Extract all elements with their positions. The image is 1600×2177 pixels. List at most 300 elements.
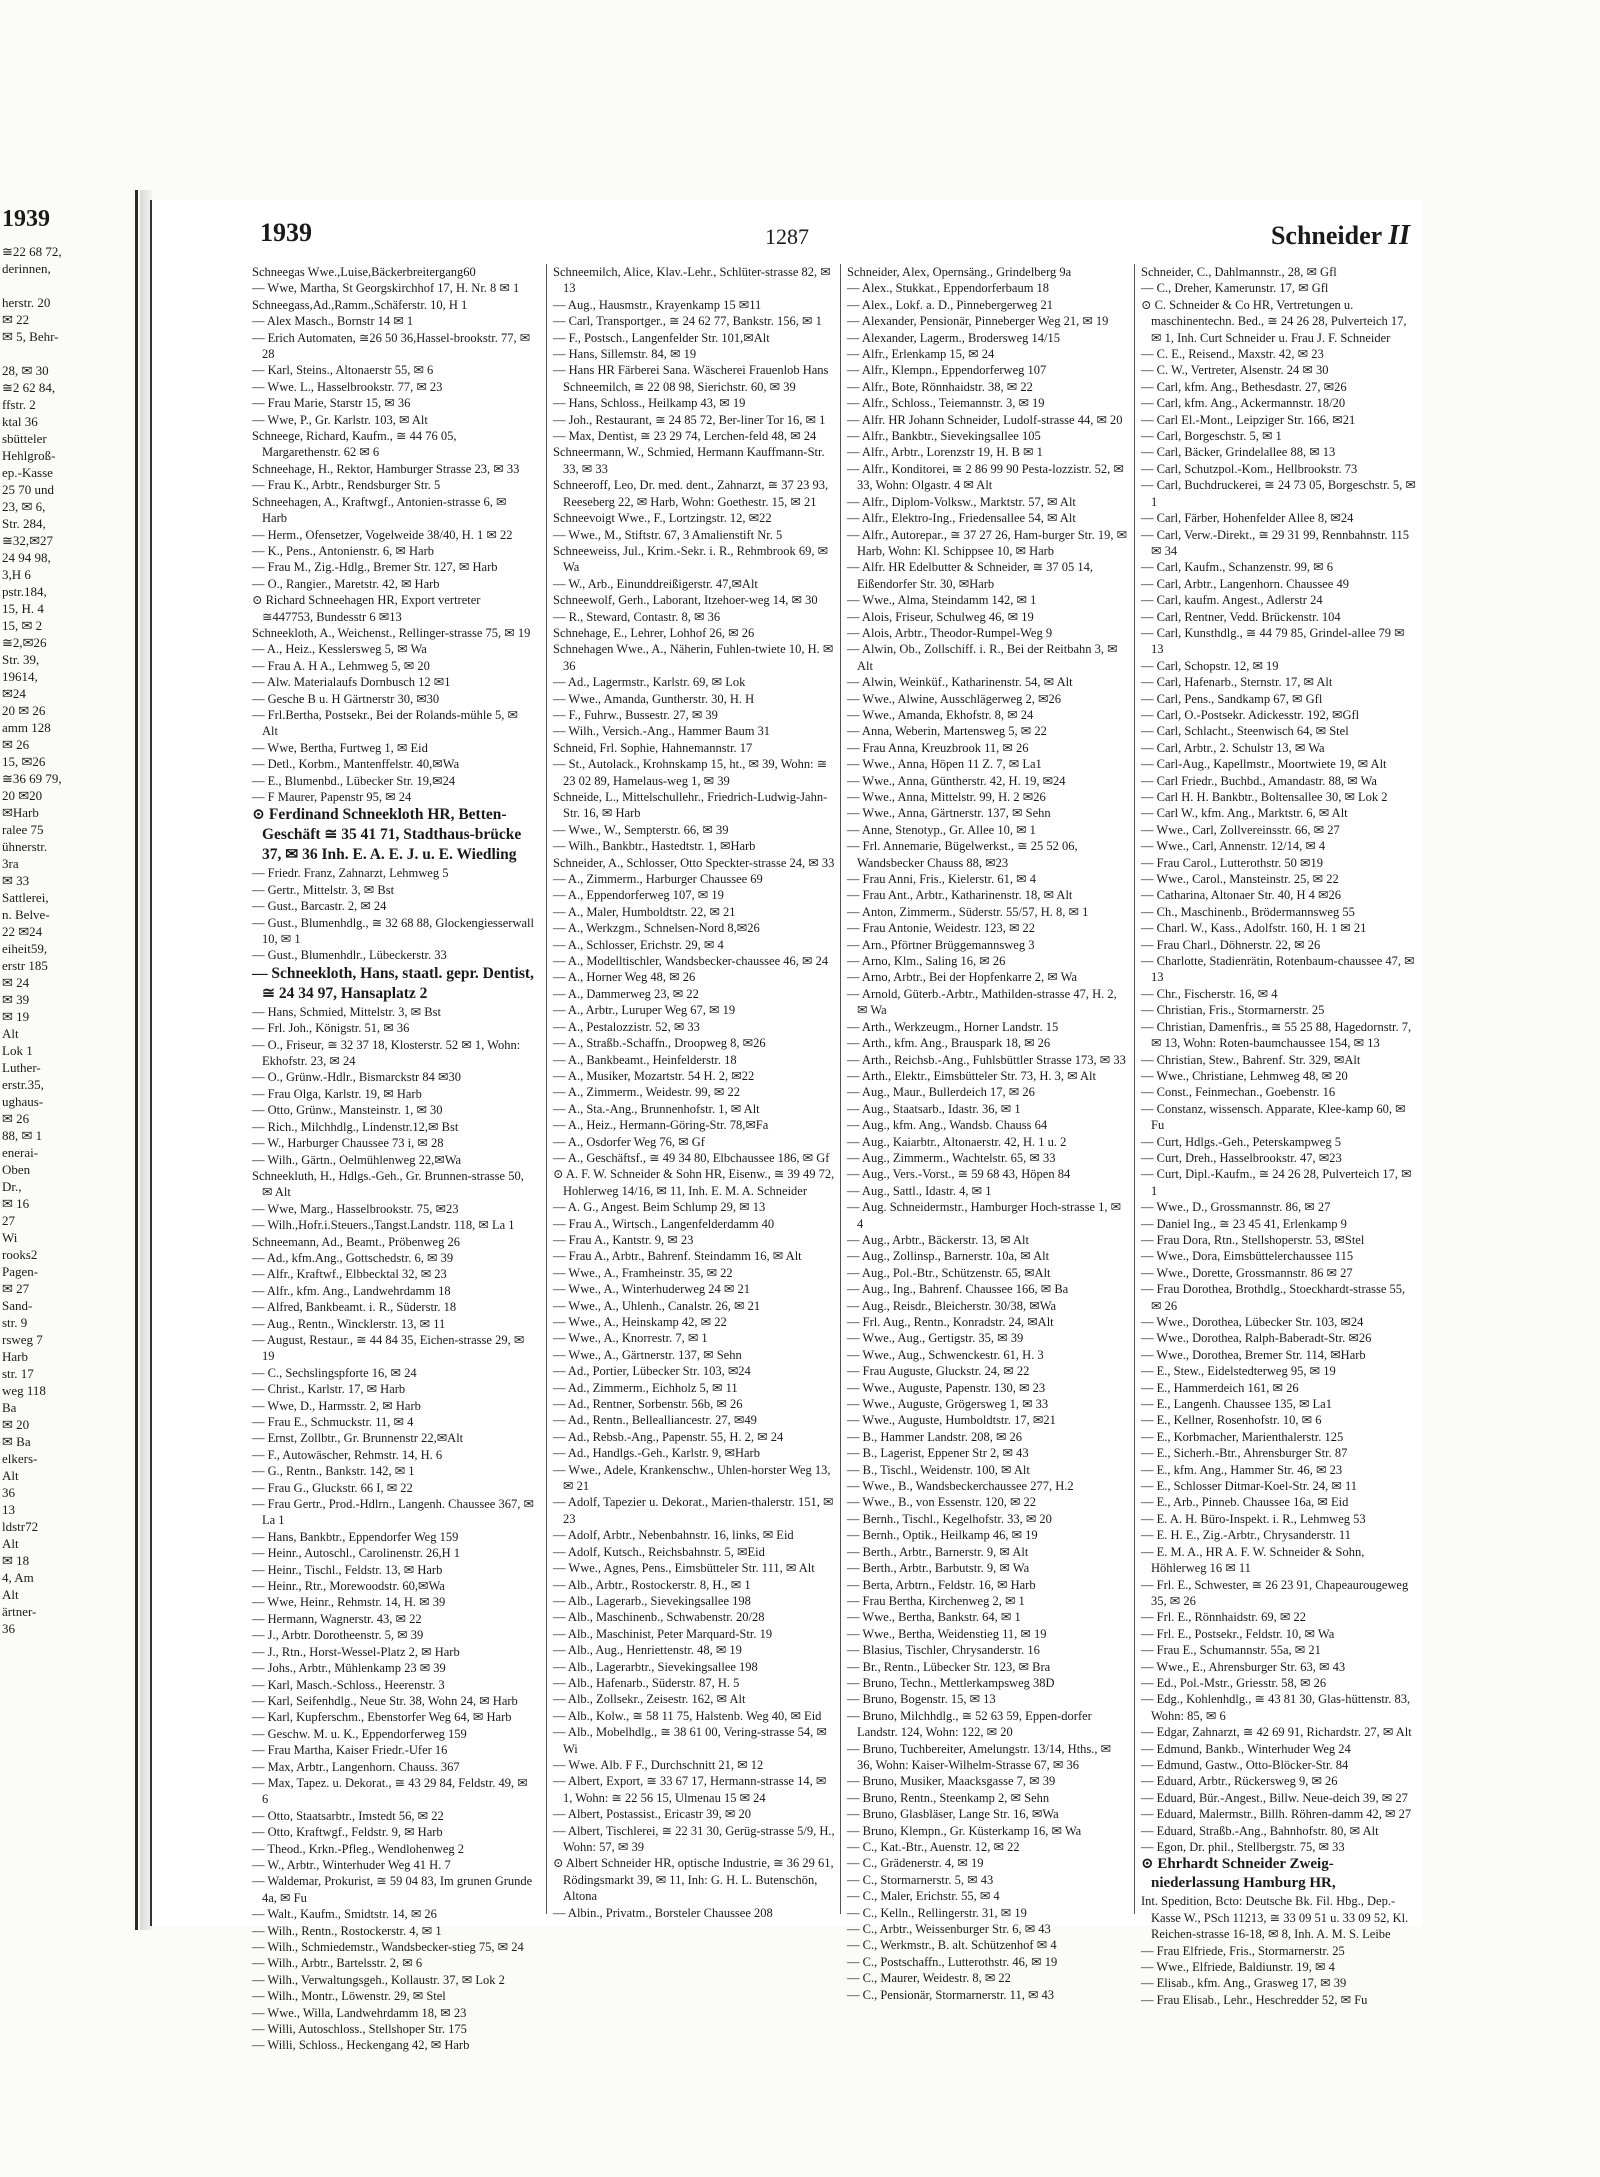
directory-entry: — G., Rentn., Bankstr. 142, ✉ 1 — [252, 1464, 415, 1479]
directory-entry: — Wwe., Elfriede, Baldiunstr. 19, ✉ 4 — [1141, 1960, 1335, 1975]
directory-entry: — Wwe., Alwine, Ausschlägerweg 2, ✉26 — [847, 691, 1062, 706]
directory-entry: — Bernh., Optik., Heilkamp 46, ✉ 19 — [847, 1528, 1038, 1543]
directory-entry: — Alexander, Pensionär, Pinneberger Weg 21, ✉ 19 — [847, 314, 1109, 329]
directory-entry: — Wwe., Dora, Eimsbüttelerchaussee 115 — [1141, 1249, 1354, 1264]
directory-entry: — A., Heiz., Hermann-Göring-Str. 78,✉Fa — [553, 1118, 769, 1133]
directory-entry: — Frau Olga, Karlstr. 19, ✉ Harb — [252, 1086, 422, 1101]
left-page-line: Harb — [2, 1349, 28, 1364]
directory-entry: — Adolf, Arbtr., Nebenbahnstr. 16, links, ✉ Eid — [553, 1528, 794, 1543]
directory-entry: — Wwe, D., Harmsstr. 2, ✉ Harb — [252, 1398, 421, 1413]
directory-entry: — C. W., Vertreter, Alsenstr. 24 ✉ 30 — [1141, 363, 1329, 378]
left-page-line: ktal 36 — [2, 414, 38, 429]
directory-entry: — Wilh.,Hofr.i.Steuers.,Tangst.Landstr. 118, ✉ La 1 — [252, 1218, 515, 1233]
directory-entry: — C., Stormarnerstr. 5, ✉ 43 — [847, 1872, 994, 1887]
directory-entry: — Max, Dentist, ≅ 23 29 74, Lerchen-feld 48, ✉ 24 — [553, 429, 817, 444]
directory-entry: — Alex., Lokf. a. D., Pinnebergerweg 21 — [847, 297, 1053, 312]
directory-entry: — Frau Elfriede, Fris., Stormarnerstr. 25 — [1141, 1943, 1345, 1958]
directory-entry: Schneevoigt Wwe., F., Lortzingstr. 12, ✉22 — [553, 511, 772, 526]
directory-entry: Schneekluth, H., Hdlgs.-Geh., Gr. Brunnen-strasse 50, ✉ Alt — [252, 1168, 524, 1200]
left-page-line: ffstr. 2 — [2, 397, 36, 412]
left-page-line: 20 ✉20 — [2, 788, 43, 803]
directory-entry: — Ad., Lagermstr., Karlstr. 69, ✉ Lok — [553, 675, 746, 690]
directory-entry: — Walt., Kaufm., Smidtstr. 14, ✉ 26 — [252, 1907, 437, 1922]
directory-entry: — C., Arbtr., Weissenburger Str. 6, ✉ 43 — [847, 1922, 1051, 1937]
directory-entry: — C., Werkmstr., B. alt. Schützenhof ✉ 4 — [847, 1938, 1057, 1953]
directory-entry: ⊙ Ehrhardt Schneider Zweig-niederlassung Hamburg HR, — [1141, 1856, 1336, 1892]
directory-entry: — Albert, Tischlerei, ≅ 22 31 30, Gerüg-strasse 5/9, H., Wohn: 57, ✉ 39 — [553, 1823, 835, 1854]
directory-entry: — Alw. Materialaufs Dornbusch 12 ✉1 — [252, 675, 451, 690]
directory-entry: — Frau A., Arbtr., Bahrenf. Steindamm 16, ✉ Alt — [553, 1249, 802, 1264]
left-page-line: 15, ✉ 2 — [2, 618, 43, 633]
directory-entry: — Otto, Kraftwgf., Feldstr. 9, ✉ Harb — [252, 1825, 443, 1840]
directory-entry: — Arno, Klm., Saling 16, ✉ 26 — [847, 954, 1006, 969]
directory-entry: — E., Kellner, Rosenhofstr. 10, ✉ 6 — [1141, 1413, 1322, 1428]
directory-entry: — Frl. E., Schwester, ≅ 26 23 91, Chapeaurougeweg 35, ✉ 26 — [1141, 1577, 1409, 1608]
left-page-line: Sattlerei, — [2, 890, 49, 905]
directory-entry: — Carl, Verw.-Direkt., ≅ 29 31 99, Rennbahnstr. 115 ✉ 34 — [1141, 527, 1409, 558]
directory-entry: — Frau A., Wirtsch., Langenfelderdamm 40 — [553, 1216, 775, 1231]
directory-entry: ⊙ Albert Schneider HR, optische Industrie, ≅ 36 29 61, Rödingsmarkt 39, ✉ 11, Inh: G. H. L. Butenschön, Altona — [553, 1856, 834, 1904]
directory-entry: — E., Blumenbd., Lübecker Str. 19,✉24 — [252, 773, 456, 788]
left-page-line: Str. 284, — [2, 516, 46, 531]
directory-entry: — Curt, Dipl.-Kaufm., ≅ 24 26 28, Pulverteich 17, ✉ 1 — [1141, 1167, 1412, 1198]
directory-entry: — Gesche B u. H Gärtnerstr 30, ✉30 — [252, 691, 440, 706]
directory-entry: — Alb., Lagerarb., Sievekingsallee 198 — [553, 1593, 751, 1608]
directory-entry: — Herm., Ofensetzer, Vogelweide 38/40, H. 1 ✉ 22 — [252, 527, 513, 542]
left-page-line: 28, ✉ 30 — [2, 363, 49, 378]
directory-entry: — Frau Anni, Fris., Kielerstr. 61, ✉ 4 — [847, 872, 1036, 887]
directory-entry: — Wwe., A., Winterhuderweg 24 ✉ 21 — [553, 1282, 750, 1297]
directory-entry: — Edgar, Zahnarzt, ≅ 42 69 91, Richardstr. 27, ✉ Alt — [1141, 1725, 1412, 1740]
directory-entry: — Hans, Schmied, Mittelstr. 3, ✉ Bst — [252, 1004, 441, 1019]
directory-entry: — Const., Feinmechan., Goebenstr. 16 — [1141, 1085, 1336, 1100]
directory-entry: — A., Musiker, Mozartstr. 54 H. 2, ✉22 — [553, 1068, 755, 1083]
left-page-line: Alt — [2, 1468, 19, 1483]
directory-entry: — Carl, kfm. Ang., Bethesdastr. 27, ✉26 — [1141, 379, 1347, 394]
directory-entry: — Wwe., Amanda, Guntherstr. 30, H. H — [553, 691, 755, 706]
directory-entry: — Frl. E., Postsekr., Feldstr. 10, ✉ Wa — [1141, 1626, 1335, 1641]
left-page-line: 4, Am — [2, 1570, 34, 1585]
left-page-line: ≅32,✉27 — [2, 533, 54, 548]
directory-entry: — Carl, Arbtr., Langenhorn. Chaussee 49 — [1141, 576, 1349, 591]
directory-entry: — E., kfm. Ang., Hammer Str. 46, ✉ 23 — [1141, 1462, 1343, 1477]
directory-entry: — Frau Bertha, Kirchenweg 2, ✉ 1 — [847, 1593, 1025, 1608]
directory-entry: — Charlotte, Stadienrätin, Rotenbaum-chaussee 47, ✉ 13 — [1141, 954, 1415, 985]
directory-entry: — Curt, Hdlgs.-Geh., Peterskampweg 5 — [1141, 1134, 1341, 1149]
directory-entry: — Blasius, Tischler, Chrysanderstr. 16 — [847, 1643, 1040, 1658]
page-header — [152, 218, 1422, 262]
left-page-line: 36 — [2, 1485, 15, 1500]
directory-entry: — Wwe., E., Ahrensburger Str. 63, ✉ 43 — [1141, 1659, 1346, 1674]
directory-entry: — Adolf, Kutsch., Reichsbahnstr. 5, ✉Eid — [553, 1544, 765, 1559]
directory-entry: — Max, Arbtr., Langenhorn. Chauss. 367 — [252, 1759, 460, 1774]
left-page-line: ✉ Ba — [2, 1434, 31, 1449]
left-page-line: ldstr72 — [2, 1519, 39, 1534]
directory-entry: — Frau A., Kantstr. 9, ✉ 23 — [553, 1232, 694, 1247]
directory-entry: — Carl W., kfm. Ang., Marktstr. 6, ✉ Alt — [1141, 806, 1348, 821]
directory-entry: — Wwe., Dorothea, Bremer Str. 114, ✉Harb — [1141, 1347, 1366, 1362]
directory-entry: — Arno, Arbtr., Bei der Hopfenkarre 2, ✉ Wa — [847, 970, 1078, 985]
directory-entry: Schneehagen, A., Kraftwgf., Antonien-strasse 6, ✉ Harb — [252, 494, 507, 526]
directory-entry: — Br., Rentn., Lübecker Str. 123, ✉ Bra — [847, 1659, 1051, 1674]
left-page-line: eiheit59, — [2, 941, 48, 956]
directory-entry: — Karl, Steins., Altonaerstr 55, ✉ 6 — [252, 363, 434, 378]
directory-entry: — Wwe, Martha, St Georgskirchhof 17, H. Nr. 8 ✉ 1 — [252, 281, 520, 296]
directory-entry: — Wwe., A., Gärtnerstr. 137, ✉ Sehn — [553, 1347, 742, 1362]
directory-entry: — Arnold, Güterb.-Arbtr., Mathilden-strasse 47, H. 2, ✉ Wa — [847, 986, 1117, 1018]
directory-entry: — Bruno, Tuchbereiter, Amelungstr. 13/14, Hths., ✉ 36, Wohn: Kaiser-Wilhelm-Strasse 67, ✉ 36 — [847, 1741, 1112, 1772]
directory-entry: — Carl, Färber, Hohenfelder Allee 8, ✉24 — [1141, 511, 1354, 526]
left-page-line: amm 128 — [2, 720, 51, 735]
directory-entry: — Wilh., Verwaltungsgeh., Kollaustr. 37, ✉ Lok 2 — [252, 1972, 505, 1987]
directory-entry: — W., Arb., Einunddreißigerstr. 47,✉Alt — [553, 576, 758, 591]
directory-entry: — Chr., Fischerstr. 16, ✉ 4 — [1141, 986, 1278, 1001]
directory-entry: — Bruno, Bogenstr. 15, ✉ 13 — [847, 1692, 996, 1707]
directory-entry: — Aug., Sattl., Idastr. 4, ✉ 1 — [847, 1183, 992, 1198]
directory-entry: — Alfr., Arbtr., Lorenzstr 19, H. B ✉ 1 — [847, 445, 1043, 460]
left-page-line: erstr 185 — [2, 958, 48, 973]
directory-entry: — Theod., Krkn.-Pfleg., Wendlohenweg 2 — [252, 1841, 465, 1856]
left-page-line: 23, ✉ 6, — [2, 499, 46, 514]
directory-entry: — Berth., Arbtr., Barnerstr. 9, ✉ Alt — [847, 1544, 1029, 1559]
directory-entry: — Carl H. H. Bankbtr., Boltensallee 30, ✉ Lok 2 — [1141, 790, 1388, 804]
directory-entry: — Wwe., M., Stiftstr. 67, 3 Amalienstift Nr. 5 — [553, 527, 783, 542]
directory-entry: — Alfr., Bote, Rönnhaidstr. 38, ✉ 22 — [847, 379, 1033, 394]
directory-entry: — Wwe., Dorette, Grossmannstr. 86 ✉ 27 — [1141, 1265, 1353, 1280]
directory-entry: — Carl, Borgeschstr. 5, ✉ 1 — [1141, 429, 1282, 444]
directory-entry: — Carl, Schlacht., Steenwisch 64, ✉ Stel — [1141, 724, 1349, 739]
directory-entry: — Wwe., Anna, Güntherstr. 42, H. 19, ✉24 — [847, 773, 1066, 788]
directory-entry: — Ad., Handlgs.-Geh., Karlstr. 9, ✉Harb — [553, 1446, 760, 1461]
left-page-line: 25 70 und — [2, 482, 54, 497]
left-page-line: 20 ✉ 26 — [2, 703, 46, 718]
directory-entry: — Otto, Staatsarbtr., Imstedt 56, ✉ 22 — [252, 1808, 444, 1823]
directory-entry: ⊙ C. Schneider & Co HR, Vertretungen u. maschinentechn. Bed., ≅ 24 26 28, Pulverteich 17, ✉ 1, Inh. Curt Schneider u. Frau J. F. Schneider — [1141, 297, 1407, 345]
left-page-line: ✉Harb — [2, 805, 39, 820]
directory-entry: — C., Dreher, Kamerunstr. 17, ✉ Gfl — [1141, 281, 1329, 296]
left-page-fragment — [0, 190, 138, 1930]
left-page-line: Dr., — [2, 1179, 22, 1194]
left-page-line: ralee 75 — [2, 822, 44, 837]
left-page-line: ärtner- — [2, 1604, 37, 1619]
left-page-line: ✉ 27 — [2, 1281, 30, 1296]
directory-entry: — A., Eppendorferweg 107, ✉ 19 — [553, 888, 724, 903]
directory-entry: — Alfr., Klempn., Eppendorferweg 107 — [847, 363, 1047, 378]
directory-entry: Int. Spedition, Bcto: Deutsche Bk. Fil. Hbg., Dep.-Kasse W., PSch 11213, ≅ 33 09 51 u. 33 09 52, Kl. Reichen-strasse 16-18, ✉ 8, Inh. A. M. S. Leibe — [1141, 1894, 1409, 1942]
directory-entry: — E., Schlosser Ditmar-Koel-Str. 24, ✉ 11 — [1141, 1479, 1357, 1494]
directory-entry: Schneider, C., Dahlmannstr., 28, ✉ Gfl — [1141, 265, 1337, 279]
directory-entry: — Wwe., Auguste, Papenstr. 130, ✉ 23 — [847, 1380, 1046, 1395]
directory-entry: — Aug., Zollinsp., Barnerstr. 10a, ✉ Alt — [847, 1249, 1050, 1264]
directory-entry: — W., Harburger Chaussee 73 i, ✉ 28 — [252, 1136, 444, 1151]
directory-entry: — Geschw. M. u. K., Eppendorferweg 159 — [252, 1726, 467, 1741]
directory-entry: — F., Postsch., Langenfelder Str. 101,✉Alt — [553, 330, 770, 345]
directory-entry: — Christ., Karlstr. 17, ✉ Harb — [252, 1382, 406, 1397]
column-4 — [1134, 264, 1417, 2007]
directory-entry: — A., Werkzgm., Schnelsen-Nord 8,✉26 — [553, 921, 760, 936]
directory-entry: — Carl, Buchdruckerei, ≅ 24 73 05, Borgeschstr. 5, ✉ 1 — [1141, 478, 1416, 509]
directory-entry: — Alfr. HR Edelbutter & Schneider, ≅ 37 05 14, Eißendorfer Str. 30, ✉Harb — [847, 560, 1094, 591]
left-page-line: ✉ 16 — [2, 1196, 30, 1211]
directory-entry: — C., Maurer, Weidestr. 8, ✉ 22 — [847, 1971, 1011, 1986]
directory-entry: — F., Autowäscher, Rehmstr. 14, H. 6 — [252, 1447, 443, 1462]
directory-entry: — Aug., Maur., Bullerdeich 17, ✉ 26 — [847, 1085, 1035, 1100]
directory-entry: — Wwe., A., Framheinstr. 35, ✉ 22 — [553, 1265, 733, 1280]
directory-entry: — Aug., Hausmstr., Krayenkamp 15 ✉11 — [553, 297, 762, 312]
directory-entry: — Frau Dora, Rtn., Stellshoperstr. 53, ✉Stel — [1141, 1232, 1365, 1247]
directory-entry: — A., Geschäftsf., ≅ 49 34 80, Elbchaussee 186, ✉ Gf — [553, 1150, 830, 1165]
directory-entry: — Carl, O.-Postsekr. Adickesstr. 192, ✉Gfl — [1141, 707, 1360, 722]
left-page-line: 3ra — [2, 856, 19, 871]
directory-entry: — C., Postschaffn., Lutterothstr. 46, ✉ 19 — [847, 1954, 1058, 1969]
directory-entry: — Friedr. Franz, Zahnarzt, Lehmweg 5 — [252, 866, 449, 881]
left-page-line: 15, H. 4 — [2, 601, 44, 616]
directory-entry: — Alb., Maschinist, Peter Marquard-Str. 19 — [553, 1626, 773, 1641]
left-page-line: ✉ 26 — [2, 1111, 30, 1126]
left-page-line: 15, ✉26 — [2, 754, 46, 769]
left-page-line: Pagen- — [2, 1264, 39, 1279]
left-page-line: 3,H 6 — [2, 567, 31, 582]
directory-entry: — Wwe, Bertha, Furtweg 1, ✉ Eid — [252, 740, 428, 755]
left-page-line: str. 17 — [2, 1366, 34, 1381]
directory-entry: — W., Arbtr., Winterhuder Weg 41 H. 7 — [252, 1857, 451, 1872]
directory-entry: Schneeroff, Leo, Dr. med. dent., Zahnarzt, ≅ 37 23 93, Reeseberg 22, ✉ Harb, Wohn: Goethestr. 15, ✉ 21 — [553, 478, 829, 509]
left-page-line: Alt — [2, 1026, 19, 1041]
directory-entry: — Frau Auguste, Gluckstr. 24, ✉ 22 — [847, 1364, 1030, 1379]
directory-entry: — Carl, Kunsthdlg., ≅ 44 79 85, Grindel-allee 79 ✉ 13 — [1141, 625, 1405, 657]
directory-entry: — Alwin, Ob., Zollschiff. i. R., Bei der Reitbahn 3, ✉ Alt — [847, 642, 1118, 673]
directory-page — [150, 200, 1422, 2053]
directory-entry: — Bruno, Klempn., Gr. Küsterkamp 16, ✉ Wa — [847, 1823, 1082, 1838]
column-1 — [252, 264, 534, 2053]
directory-entry: — Wwe., D., Grossmannstr. 86, ✉ 27 — [1141, 1200, 1331, 1215]
directory-entry: — Karl, Seifenhdlg., Neue Str. 38, Wohn 24, ✉ Harb — [252, 1693, 518, 1708]
directory-entry: — Wwe., Auguste, Humboldtstr. 17, ✉21 — [847, 1413, 1056, 1428]
directory-entry: — Gust., Blumenhdlg., ≅ 32 68 88, Glockengiesserwall 10, ✉ 1 — [252, 915, 534, 947]
directory-entry: — E. H. E., Zig.-Arbtr., Chrysanderstr. 11 — [1141, 1528, 1351, 1543]
directory-entry: — Wwe., Aug., Schwenckestr. 61, H. 3 — [847, 1347, 1044, 1362]
directory-entry: — Aug., Staatsarb., Idastr. 36, ✉ 1 — [847, 1101, 1021, 1116]
directory-entry: — Elisab., kfm. Ang., Grasweg 17, ✉ 39 — [1141, 1976, 1347, 1991]
directory-entry: — Constanz, wissensch. Apparate, Klee-kamp 60, ✉ Fu — [1141, 1101, 1406, 1133]
directory-entry: — Frau Ant., Arbtr., Katharinenstr. 18, ✉ Alt — [847, 888, 1073, 903]
directory-entry: — Arth., Elektr., Eimsbütteler Str. 73, H. 3, ✉ Alt — [847, 1068, 1097, 1083]
directory-entry: — Alois, Arbtr., Theodor-Rumpel-Weg 9 — [847, 625, 1053, 640]
directory-entry: — F Maurer, Papenstr 95, ✉ 24 — [252, 790, 412, 804]
directory-entry: — Frau Carol., Lutterothstr. 50 ✉19 — [1141, 855, 1323, 870]
directory-entry: Schneider, Alex, Opernsäng., Grindelberg 9a — [847, 265, 1072, 279]
directory-entry: — Frau E., Schumannstr. 55a, ✉ 21 — [1141, 1643, 1321, 1658]
directory-entry: — Frau Marie, Starstr 15, ✉ 36 — [252, 396, 411, 411]
directory-entry: — Bruno, Glasbläser, Lange Str. 16, ✉Wa — [847, 1807, 1059, 1822]
directory-entry: — Carl, Kaufm., Schanzenstr. 99, ✉ 6 — [1141, 560, 1334, 575]
directory-entry: — Christian, Stew., Bahrenf. Str. 329, ✉Alt — [1141, 1052, 1361, 1067]
directory-entry: — Bruno, Techn., Mettlerkampsweg 38D — [847, 1675, 1055, 1690]
directory-entry: — Joh., Restaurant, ≅ 24 85 72, Ber-liner Tor 16, ✉ 1 — [553, 412, 826, 427]
directory-entry: — F., Fuhrw., Bussestr. 27, ✉ 39 — [553, 707, 718, 722]
directory-entry: — Adolf, Tapezier u. Dekorat., Marien-thalerstr. 151, ✉ 23 — [553, 1495, 834, 1526]
directory-entry: — A., Horner Weg 48, ✉ 26 — [553, 970, 696, 985]
directory-entry: ⊙ Ferdinand Schneekloth HR, Betten-Geschäft ≅ 35 41 71, Stadthaus-brücke 37, ✉ 36 Inh. E. A. E. J. u. E. Wiedling — [252, 806, 522, 864]
left-page-line: 88, ✉ 1 — [2, 1128, 43, 1143]
left-page-line: ühnerstr. — [2, 839, 48, 854]
directory-entry: — E., Hammerdeich 161, ✉ 26 — [1141, 1380, 1299, 1395]
entry-columns — [252, 264, 1422, 2053]
directory-entry: — Charl. W., Kass., Adolfstr. 160, H. 1 ✉ 21 — [1141, 921, 1367, 936]
directory-entry: — A., Modelltischler, Wandsbecker-chaussee 46, ✉ 24 — [553, 954, 829, 969]
left-page-line: Oben — [2, 1162, 31, 1177]
directory-entry: Schneeweiss, Jul., Krim.-Sekr. i. R., Rehmbrook 69, ✉ Wa — [553, 543, 829, 575]
directory-entry: — Arn., Pförtner Brüggemannsweg 3 — [847, 937, 1035, 952]
directory-entry: — Bruno, Rentn., Steenkamp 2, ✉ Sehn — [847, 1790, 1050, 1805]
directory-entry: — Alfr., Erlenkamp 15, ✉ 24 — [847, 347, 995, 362]
directory-entry: — Wwe, Heinr., Rehmstr. 14, H. ✉ 39 — [252, 1595, 446, 1610]
directory-entry: — Alex., Stukkat., Eppendorferbaum 18 — [847, 281, 1050, 296]
directory-entry: — Alb., Lagerarbtr., Sievekingsallee 198 — [553, 1659, 758, 1674]
directory-entry: — Aug., Vers.-Vorst., ≅ 59 68 43, Höpen 84 — [847, 1167, 1071, 1182]
directory-entry: — Wwe., Anna, Gärtnerstr. 137, ✉ Sehn — [847, 806, 1051, 821]
directory-entry: — Carl Friedr., Buchbd., Amandastr. 88, ✉ Wa — [1141, 773, 1377, 788]
directory-entry: — Carl, Pens., Sandkamp 67, ✉ Gfl — [1141, 691, 1323, 706]
directory-entry: — Arth., kfm. Ang., Brauspark 18, ✉ 26 — [847, 1036, 1051, 1051]
directory-entry: — Hans, Bankbtr., Eppendorfer Weg 159 — [252, 1529, 459, 1544]
directory-entry: — A., Schlosser, Erichstr. 29, ✉ 4 — [553, 937, 724, 952]
directory-entry: — Wwe., Auguste, Grögersweg 1, ✉ 33 — [847, 1397, 1049, 1412]
directory-entry: — Ad., kfm.Ang., Gottschedstr. 6, ✉ 39 — [252, 1250, 454, 1265]
directory-entry: Schneemilch, Alice, Klav.-Lehr., Schlüter-strasse 82, ✉ 13 — [553, 265, 831, 296]
directory-entry: — Alwin, Weinküf., Katharinenstr. 54, ✉ Alt — [847, 675, 1073, 690]
directory-entry: — Wwe., B., von Essenstr. 120, ✉ 22 — [847, 1495, 1037, 1510]
directory-entry: — Alb., Arbtr., Rostockerstr. 8, H., ✉ 1 — [553, 1577, 751, 1592]
directory-entry: — Ad., Rentn., Bellealliancestr. 27, ✉49 — [553, 1413, 757, 1428]
directory-entry: — Alex Masch., Bornstr 14 ✉ 1 — [252, 314, 414, 329]
left-page-line: derinnen, — [2, 261, 51, 276]
left-page-line: sbütteler — [2, 431, 47, 446]
directory-entry: — B., Hammer Landstr. 208, ✉ 26 — [847, 1429, 1023, 1444]
directory-entry: Schnehagen Wwe., A., Näherin, Fuhlen-twiete 10, H. ✉ 36 — [553, 642, 834, 673]
directory-entry: — Alfr., Schloss., Teiemannstr. 3, ✉ 19 — [847, 396, 1045, 411]
directory-entry: — Edmund, Bankb., Winterhuder Weg 24 — [1141, 1741, 1351, 1756]
directory-entry: — Ernst, Zollbtr., Gr. Brunnenstr 22,✉Alt — [252, 1431, 464, 1446]
directory-entry: — E., Sicherh.-Btr., Ahrensburger Str. 87 — [1141, 1446, 1348, 1461]
running-title-numeral: II — [1388, 220, 1410, 251]
directory-entry: — Carl, Schopstr. 12, ✉ 19 — [1141, 658, 1279, 673]
directory-entry: — Alb., Zollsekr., Zeisestr. 162, ✉ Alt — [553, 1692, 746, 1707]
left-page-line: weg 118 — [2, 1383, 46, 1398]
directory-entry: — Anna, Weberin, Martensweg 5, ✉ 22 — [847, 724, 1047, 739]
directory-entry: — Christian, Damenfris., ≅ 55 25 88, Hagedornstr. 7, ✉ 13, Wohn: Roten-baumchaussee 154, ✉ 13 — [1141, 1019, 1412, 1051]
left-page-line: 13 — [2, 1502, 15, 1517]
directory-entry: — Alfr., Konditorei, ≅ 2 86 99 90 Pesta-lozzistr. 52, ✉ 33, Wohn: Olgastr. 4 ✉ Alt — [847, 461, 1124, 493]
directory-entry: — Wwe., A., Knorrestr. 7, ✉ 1 — [553, 1331, 708, 1346]
directory-entry: — Otto, Grünw., Mansteinstr. 1, ✉ 30 — [252, 1103, 443, 1118]
column-2 — [546, 264, 835, 1920]
left-page-line: pstr.184, — [2, 584, 47, 599]
directory-entry: — Wwe., A., Uhlenh., Canalstr. 26, ✉ 21 — [553, 1298, 761, 1313]
left-page-line: erstr.35, — [2, 1077, 44, 1092]
directory-entry: — Alb., Kolw., ≅ 58 11 75, Halstenb. Weg 40, ✉ Eid — [553, 1708, 822, 1723]
directory-entry: — Heinr., Tischl., Feldstr. 13, ✉ Harb — [252, 1562, 443, 1577]
left-page-line: ✉ 20 — [2, 1417, 30, 1432]
directory-entry: — Carl-Aug., Kapellmstr., Moortwiete 19, ✉ Alt — [1141, 757, 1387, 772]
directory-entry: — Alfr. HR Johann Schneider, Ludolf-strasse 44, ✉ 20 — [847, 412, 1123, 427]
directory-entry: — Detl., Korbm., Mantenffelstr. 40,✉Wa — [252, 757, 460, 772]
directory-entry: — Carl, Schutzpol.-Kom., Hellbrookstr. 73 — [1141, 461, 1358, 476]
left-page-line: Hehlgroß- — [2, 448, 56, 463]
directory-entry: — Carl, Transportger., ≅ 24 62 77, Bankstr. 156, ✉ 1 — [553, 314, 822, 329]
page-year: 1939 — [260, 218, 312, 247]
left-page-year: 1939 — [2, 206, 50, 232]
directory-entry: — Catharina, Altonaer Str. 40, H 4 ✉26 — [1141, 888, 1342, 903]
left-page-line: ✉ 18 — [2, 1553, 30, 1568]
directory-entry: — Edmund, Gastw., Otto-Blöcker-Str. 84 — [1141, 1757, 1349, 1772]
directory-entry: — Rich., Milchhdlg., Lindenstr.12,✉ Bst — [252, 1119, 459, 1134]
directory-entry: — Wwe., Aug., Gertigstr. 35, ✉ 39 — [847, 1331, 1024, 1346]
directory-entry: — Frl. Annemarie, Bügelwerkst., ≅ 25 52 06, Wandsbecker Chauss 88, ✉23 — [847, 839, 1078, 870]
directory-entry: — Carl, Arbtr., 2. Schulstr 13, ✉ Wa — [1141, 740, 1325, 755]
left-page-line: 19614, — [2, 669, 38, 684]
directory-entry: — A., Arbtr., Luruper Weg 67, ✉ 19 — [553, 1003, 736, 1018]
directory-entry: — Wwe., B., Wandsbeckerchaussee 277, H.2 — [847, 1479, 1074, 1494]
directory-entry: — Alb., Aug., Henriettenstr. 48, ✉ 19 — [553, 1643, 742, 1658]
left-page-line: ≅2 62 84, — [2, 380, 56, 395]
directory-entry: — Wilh., Bankbtr., Hastedtstr. 1, ✉Harb — [553, 839, 756, 854]
directory-entry: — Aug., Arbtr., Bäckerstr. 13, ✉ Alt — [847, 1232, 1029, 1247]
directory-entry: — Hermann, Wagnerstr. 43, ✉ 22 — [252, 1611, 422, 1626]
directory-entry: — Alfr., Bankbtr., Sievekingsallee 105 — [847, 429, 1041, 444]
left-page-lines — [0, 243, 135, 1637]
directory-entry: — Frau Martha, Kaiser Friedr.-Ufer 16 — [252, 1743, 448, 1758]
directory-entry: — Wwe., Carl, Annenstr. 12/14, ✉ 4 — [1141, 839, 1326, 854]
directory-entry: — C., Pensionär, Stormarnerstr. 11, ✉ 43 — [847, 1987, 1055, 2002]
directory-entry: — Wwe, Marg., Hasselbrookstr. 75, ✉23 — [252, 1201, 459, 1216]
directory-entry: — Wwe., A., Heinskamp 42, ✉ 22 — [553, 1315, 727, 1329]
directory-entry: — Aug., Rentn., Wincklerstr. 13, ✉ 11 — [252, 1316, 446, 1331]
left-page-line: 36 — [2, 1621, 15, 1636]
directory-entry: — Wwe., Christiane, Lehmweg 48, ✉ 20 — [1141, 1068, 1348, 1083]
directory-entry: — Albin., Privatm., Borsteler Chaussee 208 — [553, 1905, 773, 1920]
directory-entry: — Frau K., Arbtr., Rendsburger Str. 5 — [252, 478, 441, 493]
directory-entry: — C., Kat.-Btr., Auenstr. 12, ✉ 22 — [847, 1840, 1020, 1854]
left-page-line: ✉ 26 — [2, 737, 30, 752]
left-page-line — [0, 345, 135, 362]
directory-entry: Schneehage, H., Rektor, Hamburger Strasse 23, ✉ 33 — [252, 461, 520, 476]
directory-entry: — Gust., Barcastr. 2, ✉ 24 — [252, 899, 387, 914]
left-page-line: Luther- — [2, 1060, 41, 1075]
directory-entry: Schneekloth, A., Weichenst., Rellinger-strasse 75, ✉ 19 — [252, 625, 531, 640]
left-page-line: Alt — [2, 1536, 19, 1551]
running-title — [1271, 220, 1410, 252]
directory-entry: — Frl. Aug., Rentn., Konradstr. 24, ✉Alt — [847, 1315, 1054, 1329]
directory-entry: — Berth., Arbtr., Barbutstr. 9, ✉ Wa — [847, 1561, 1030, 1576]
left-page-line: 27 — [2, 1213, 15, 1228]
directory-entry: — Bernh., Tischl., Kegelhofstr. 33, ✉ 20 — [847, 1511, 1052, 1526]
directory-entry: — Wilh., Rentn., Rostockerstr. 4, ✉ 1 — [252, 1923, 442, 1938]
directory-entry: ⊙ Richard Schneehagen HR, Export vertreter ≅447753, Bundesstr 6 ✉13 — [252, 593, 481, 624]
directory-entry: — Wwe, P., Gr. Karlstr. 103, ✉ Alt — [252, 412, 428, 427]
directory-entry: — A., Heiz., Kesslersweg 5, ✉ Wa — [252, 642, 427, 657]
directory-entry: — Alb., Hafenarb., Süderstr. 87, H. 5 — [553, 1675, 740, 1690]
left-page-line: elkers- — [2, 1451, 38, 1466]
directory-entry: — B., Tischl., Weidenstr. 100, ✉ Alt — [847, 1462, 1030, 1477]
directory-entry: — Ad., Rentner, Sorbenstr. 56b, ✉ 26 — [553, 1397, 743, 1412]
left-page-line: 22 ✉24 — [2, 924, 43, 939]
directory-entry: — R., Steward, Contastr. 8, ✉ 36 — [553, 609, 721, 624]
directory-entry: — Wwe., Amanda, Ekhofstr. 8, ✉ 24 — [847, 707, 1034, 722]
directory-entry: — A., Maler, Humboldtstr. 22, ✉ 21 — [553, 904, 736, 919]
directory-entry: — Arth., Werkzeugm., Horner Landstr. 15 — [847, 1019, 1059, 1034]
directory-entry: — C., Grädenerstr. 4, ✉ 19 — [847, 1856, 984, 1871]
